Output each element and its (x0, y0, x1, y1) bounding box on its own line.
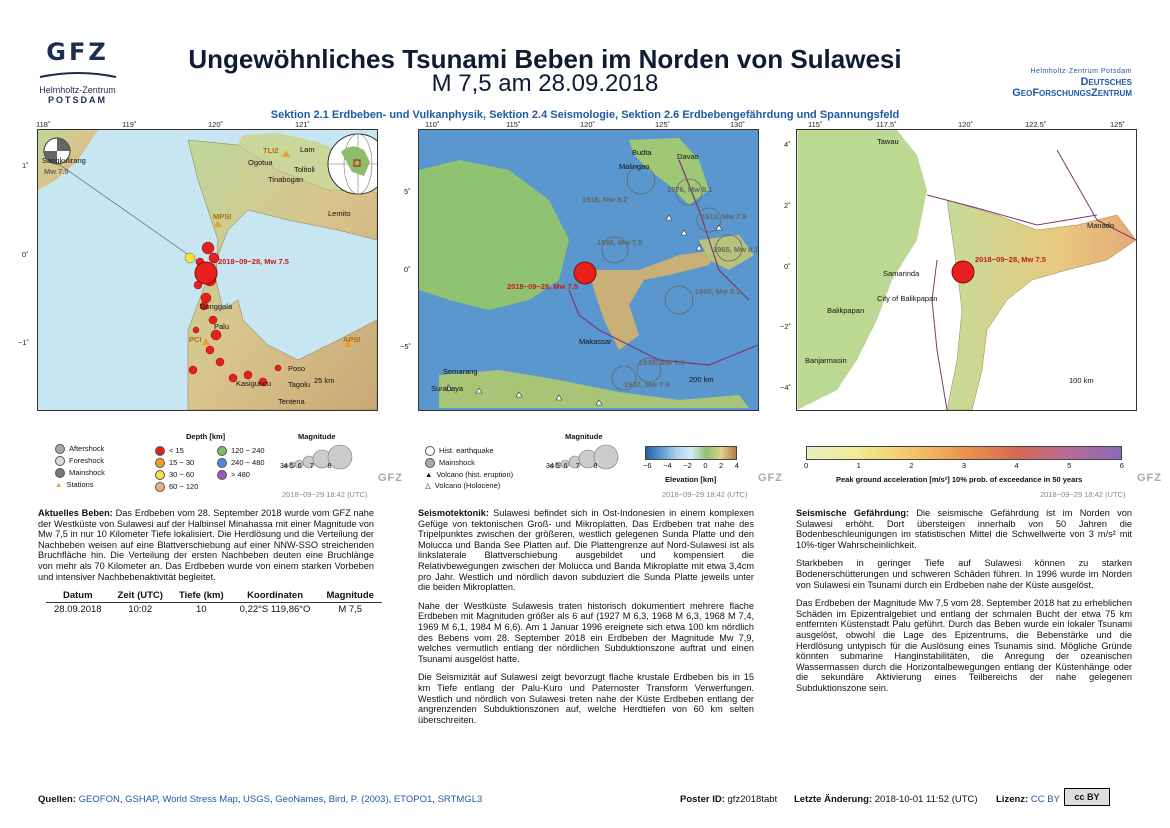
col2-text (418, 508, 754, 733)
place-label: Tentena (278, 397, 305, 406)
scale-bar: 100 km (1069, 376, 1094, 385)
elev-tick: −4 (663, 461, 672, 470)
hist-eq-label: 1918, Mw 8.2 (582, 195, 628, 204)
table-header: Zeit (UTC) (110, 589, 171, 603)
pga-tick: 5 (1067, 461, 1072, 470)
col3-lead: Seismische Gefährdung: (796, 508, 910, 518)
hist-eq-label: 1913, Mw 7.9 (701, 212, 747, 221)
logo-swoosh-icon (38, 71, 118, 79)
scale-bar: 25 km (314, 376, 335, 385)
depth-class: 120 − 240 (231, 446, 265, 455)
mag-legend-title: Magnitude (565, 432, 603, 441)
gfz-logo (30, 38, 125, 105)
place-label: Banjarmasin (805, 356, 847, 365)
col1-body: Das Erdbeben vom 28. September 2018 wurde vom GFZ nahe der Westküste von Sulawesi auf der Halbinsel Minahassa mit einer Magnitude von Mw 7,5 in nur 10 Kilometer Tiefe lokalisiert. Die Herdlösung und die Verteilung der Nachbeben weisen auf eine Blattverschiebung auf einer NNW-SSO streichenden Bruchfläche hin. Die Verteilung der ersten Nachbeben deuten eine Bruchlänge von mehr als 70 Kilometer an. Das Erdbeben wurde von einem starken Vorbeben und intensiver Nachbebenaktivität begleitet. (38, 508, 374, 582)
change-label: Letzte Änderung: (794, 794, 873, 805)
elevation-ticks (643, 461, 739, 470)
poster-id (680, 794, 777, 805)
place-label: Semarang (443, 367, 478, 376)
table-header: Magnitude (318, 589, 382, 603)
place-label: Tolitoli (294, 165, 315, 174)
map2-tectonic[interactable] (418, 129, 759, 411)
col2-p3: Die Seismizität auf Sulawesi zeigt bevorzugt flache krustale Erdbeben bis in 15 km Tiefe entlang der Palu-Kuro und Paternoster Transform Verwerfungen. Westlich und nördlich von Sulawesi treten nahe der Küste Erdbeben entlang der angrenzenden Subduktionszonen auf, welche Herdtiefen von 60 km selten überschreiten. (418, 672, 754, 725)
map3-hazard[interactable] (796, 129, 1137, 411)
hist-eq-label: 1965, Mw 8.2 (695, 287, 741, 296)
hist-eq-label: 1907, Mw 7.9 (624, 380, 670, 389)
map2-xtick: 130˚ (730, 120, 746, 129)
map3-xtick: 120˚ (958, 120, 974, 129)
place-label: Ogotua (248, 158, 273, 167)
gfz-logo-text: GFZ (46, 38, 109, 66)
station-label: PCI (189, 335, 202, 344)
pga-tick: 6 (1119, 461, 1124, 470)
poster-value: gfz2018tabt (727, 794, 778, 805)
legend-item: Foreshock (69, 456, 105, 466)
legend-item: Aftershock (69, 444, 105, 453)
mag-value: 5 (555, 463, 560, 470)
page-subtitle: M 7,5 am 28.09.2018 (431, 70, 659, 97)
map2-xtick: 110˚ (425, 120, 440, 129)
map1-regional[interactable] (37, 129, 378, 411)
map2-legend-types (425, 446, 513, 490)
place-label: Budta (632, 148, 652, 157)
map1-ytick: 1˚ (22, 161, 29, 170)
map2-ytick: 0˚ (404, 265, 411, 274)
col3-text (796, 508, 1132, 702)
pga-tick: 3 (961, 461, 967, 470)
hist-eq-label: 1976, Mw 8.1 (667, 185, 713, 194)
map1-xtick: 121˚ (295, 120, 311, 129)
place-label: Manado (1087, 221, 1115, 230)
elevation-colorbar (645, 446, 737, 460)
place-label: Samarinda (883, 269, 920, 278)
sources-label: Quellen: (38, 794, 77, 805)
place-label: Donggala (200, 302, 233, 311)
place-label: Poso (288, 364, 306, 373)
col3-p3: Das Erdbeben der Magnitude Mw 7,5 vom 28. September 2018 hat zu erheblichen Schäden im Epizentralgebiet und entlang der schmalen Bucht der etwa 75 km entfernten Küstenstadt Palu geführt. Durch das Beben wurde ein lokaler Tsunami ausgelöst, obwohl die Lage des Epizentrums, die Bebenstärke und die Herdlösung untypisch für die Auslösung eines Tsunamis sind. Mögliche Gründe könnten submarine Hanginstabilitäten, die Anregung der ozeanischen Wassermassen durch die Horizontalbewegungen entlang der Küstenhänge oder die sekundäre Aktivierung eines Teilbereichs der nahe gelegenen Subduktionszone sein. (796, 598, 1132, 693)
place-label: Malingao (619, 162, 650, 171)
pga-ticks (804, 461, 1124, 470)
logo-right-line3: GeoForschungsZentrum (1012, 87, 1132, 99)
elevation-title: Elevation [km] (665, 475, 717, 484)
quake-table (46, 589, 382, 616)
timestamp: 2018−09−29 18:42 (UTC) (282, 490, 368, 499)
place-label: Balikpapan (827, 306, 865, 315)
legend-item: Mainshock (439, 458, 475, 468)
elev-tick: 4 (734, 461, 739, 470)
station-label: MPSI (213, 212, 232, 221)
col1-lead: Aktuelles Beben: (38, 508, 113, 518)
mag-value: 7 (309, 463, 314, 470)
change-value: 2018-10-01 11:52 (UTC) (874, 794, 978, 805)
map2-ytick: −5˚ (400, 342, 412, 351)
pga-tick: 4 (1014, 461, 1019, 470)
place-label: Kasiguncu (236, 379, 272, 388)
event-label: 2018−09−28, Mw 7.5 (218, 257, 289, 266)
pga-title: Peak ground acceleration [m/s²] 10% prob. of exceedance in 50 years (836, 475, 1083, 484)
mag-values (280, 463, 331, 470)
license (996, 794, 1060, 805)
elev-tick: 2 (719, 461, 724, 470)
map3-ytick: 2˚ (784, 201, 791, 210)
pga-tick: 2 (909, 461, 914, 470)
map1-legend-types (55, 444, 105, 489)
mag-value: 4 (549, 463, 554, 470)
depth-legend (155, 446, 285, 492)
elev-tick: −2 (683, 461, 692, 470)
elev-tick: −6 (643, 461, 652, 470)
triangle-icon: ▲ (425, 470, 433, 480)
table-cell: 0,22°S 119,86°O (239, 604, 311, 615)
mag-value: 8 (327, 463, 332, 470)
map3-xtick: 125˚ (1110, 120, 1126, 129)
timestamp: 2018−09−29 18:42 (UTC) (1040, 490, 1126, 499)
mag-value: 7 (575, 463, 580, 470)
logo-right-line2: Deutsches (1080, 76, 1132, 88)
col2-lead: Seismotektonik: (418, 508, 489, 518)
col3-p2: Starkbeben in geringer Tiefe auf Sulawesi können zu starken Bodenerschütterungen und schweren Schäden führen. In 1996 wurde im Norden von Sulawesi ein Tsunami durch ein Erdbeben nahe der Küste ausgelöst. (796, 558, 1132, 590)
depth-class: < 15 (169, 446, 184, 455)
mag-value: 5 (289, 463, 294, 470)
hist-eq-label: 1938, Mw 7.9 (639, 358, 685, 367)
sections-line: Sektion 2.1 Erdbeben- und Vulkanphysik, Sektion 2.4 Seismologie, Sektion 2.6 Erdbebengefährdung und Spannungsfeld (270, 109, 900, 121)
mag-value: 8 (593, 463, 598, 470)
event-label: 2018−09−28, Mw 7.5 (975, 255, 1046, 264)
table-cell: 28.09.2018 (54, 604, 102, 615)
last-change (794, 794, 978, 805)
col2-p2: Nahe der Westküste Sulawesis traten historisch dokumentiert mehrere flache Erdbeben mit Magnituden größer als 6 auf (1927 M 6,3, 1968 M 6,3, 1968 M 7,4, 1969 M 6,1, 1984 M 6,6). Am 1 Januar 1996 ereignete sich etwa 100 km nördlich des Bebens vom 28. September 2018 ein Erdbeben der Magnitude Mw 7,9, welches vermutlich entlang der nördlichen Subduktionszone auftrat und einen Tsunami ausgelöst hatte. (418, 600, 754, 664)
map3-xtick: 122.5˚ (1025, 120, 1047, 129)
map1-xtick: 119˚ (122, 120, 137, 129)
gfz-logo-right (1012, 66, 1132, 99)
triangle-outline-icon: △ (425, 481, 431, 491)
triangle-icon: ▲ (55, 480, 63, 490)
elev-tick: 0 (703, 461, 708, 470)
gfz-watermark: GFZ (378, 472, 403, 484)
col1-text (38, 508, 374, 590)
station-label: TLI2 (263, 146, 279, 155)
mag-value: 3 (280, 463, 284, 470)
source-link[interactable]: USGS (243, 794, 270, 805)
mag-values (546, 463, 597, 470)
legend-item: Stations (66, 480, 94, 490)
table-cell: M 7,5 (338, 604, 363, 615)
hist-eq-label: 1965, Mw 8.1 (713, 245, 759, 254)
license-label: Lizenz: (996, 794, 1029, 805)
map1-aftershocks (38, 130, 377, 410)
gfz-watermark: GFZ (1137, 472, 1162, 484)
pga-colorbar (806, 446, 1122, 460)
station-label: APSI (343, 335, 361, 344)
depth-class: > 480 (231, 470, 250, 480)
place-label: Tawau (877, 137, 899, 146)
table-cell: 10:02 (128, 604, 153, 615)
mag-value: 3 (546, 463, 550, 470)
place-label: City of Balikpapan (877, 294, 938, 303)
map1-ytick: −1˚ (18, 338, 30, 347)
mag-value: 6 (297, 463, 302, 470)
logo-right-line1: Helmholtz-Zentrum Potsdam (1030, 68, 1132, 75)
gfz-watermark: GFZ (758, 472, 783, 484)
event-label: 2018−09−28, Mw 7.5 (507, 282, 578, 291)
map3-terrain (797, 130, 1136, 410)
table-header: Koordinaten (232, 589, 319, 603)
source-link[interactable]: World Stress Map (162, 794, 238, 805)
legend-item: Hist. earthquake (439, 446, 494, 455)
map2-xtick: 125˚ (655, 120, 671, 129)
poster-label: Poster ID: (680, 794, 725, 805)
legend-item: Volcano (hist. eruption) (436, 470, 514, 480)
page-title: Ungewöhnliches Tsunami Beben im Norden von Sulawesi (188, 44, 902, 74)
depth-class: 60 − 120 (169, 482, 199, 492)
place-label: Lemito (328, 209, 351, 218)
pga-tick: 0 (804, 461, 809, 470)
license-link[interactable]: CC BY (1030, 794, 1060, 805)
map3-xtick: 117.5˚ (876, 120, 897, 129)
map3-ytick: 0˚ (784, 262, 791, 271)
scale-bar: 200 km (689, 375, 714, 384)
logo-subtitle-2: POTSDAM (48, 95, 107, 105)
mag-value: 4 (283, 463, 288, 470)
logo-subtitle-1: Helmholtz-Zentrum (39, 85, 116, 95)
map1-xtick: 120˚ (208, 120, 224, 129)
timestamp: 2018−09−29 18:42 (UTC) (662, 490, 748, 499)
map2-xtick: 120˚ (580, 120, 596, 129)
place-label: Davao (677, 152, 699, 161)
source-link[interactable]: GSHAP (125, 794, 158, 805)
map2-ytick: 5˚ (404, 187, 411, 196)
sources-line: Quellen: GEOFON, GSHAP, World Stress Map, USGS, GeoNames, Bird, P. (2003), ETOPO1, SRTMGL3 (38, 794, 483, 805)
source-link[interactable]: SRTMGL3 (437, 794, 483, 805)
map3-ytick: −4˚ (780, 383, 792, 392)
map1-ytick: 0˚ (22, 250, 29, 259)
source-link[interactable]: GeoNames (275, 794, 324, 805)
place-label: Makassar (579, 337, 612, 346)
mag-legend-title: Magnitude (298, 432, 336, 441)
map1-xtick: 118˚ (36, 120, 51, 129)
place-label: Surabaya (431, 384, 464, 393)
table-header: Tiefe (km) (171, 589, 232, 603)
pga-tick: 1 (856, 461, 861, 470)
table-row (46, 603, 382, 617)
hist-eq-label: 1996, Mw 7.9 (597, 238, 643, 247)
place-label: Tagolu (288, 380, 311, 389)
col2-p1: Sulawesi befindet sich in Ost-Indonesien in einem komplexen Gefüge von tektonischen Groß- und Mikroplatten. Das Erdbeben trat nahe des Tripelpunktes zwischen der größeren, westlich gelegenen Sunda Platte und den Molucca und Banda See Platten auf. Die Plattengrenze auf Nord-Sulawesi ist als linkslaterale Blattverschiebung ausgebildet und kompensiert die Relativbewegungen zwischen der Molucca und Banda Mikroplatte mit etwa 3,4cm pro Jahr. Westlich und nördlich davon subduziert die Sunda Platte jeweils unter die beiden Mikroplatten. (418, 508, 754, 593)
map3-ytick: 4˚ (784, 140, 791, 149)
map3-ytick: −2˚ (780, 322, 792, 331)
map2-xtick: 115˚ (506, 120, 521, 129)
table-header: Datum (46, 589, 110, 603)
place-label: Palu (214, 322, 230, 331)
col3-p1: Die seismische Gefährdung ist im Norden von Sulawesi erhöht. Dort übersteigen innerhalb von 50 Jahren die Bodenbeschleunigungen im statistischen Mittel die Schwellwerte von 3 m/s² mit 10%-tiger Wahrscheinlichkeit. (796, 508, 1132, 550)
source-link[interactable]: GEOFON (78, 794, 120, 805)
map3-xtick: 115˚ (808, 120, 823, 129)
place-label: Mw 7.5 (44, 167, 69, 176)
source-link[interactable]: Bird, P. (2003) (328, 794, 389, 805)
table-cell: 10 (196, 604, 207, 615)
depth-legend-title: Depth [km] (186, 432, 226, 441)
place-label: Sangkulirang (42, 156, 86, 165)
source-link[interactable]: ETOPO1 (393, 794, 433, 805)
legend-item: Mainshock (69, 468, 105, 478)
mag-value: 6 (563, 463, 568, 470)
depth-class: 30 − 60 (169, 470, 195, 480)
place-label: Tinabogan (268, 175, 304, 184)
depth-class: 15 − 30 (169, 458, 195, 468)
cc-by-badge-icon[interactable]: cc BY (1064, 788, 1110, 806)
depth-class: 240 − 480 (231, 458, 265, 468)
legend-item: Volcano (Holocene) (434, 481, 501, 491)
place-label: Lam (300, 145, 315, 154)
